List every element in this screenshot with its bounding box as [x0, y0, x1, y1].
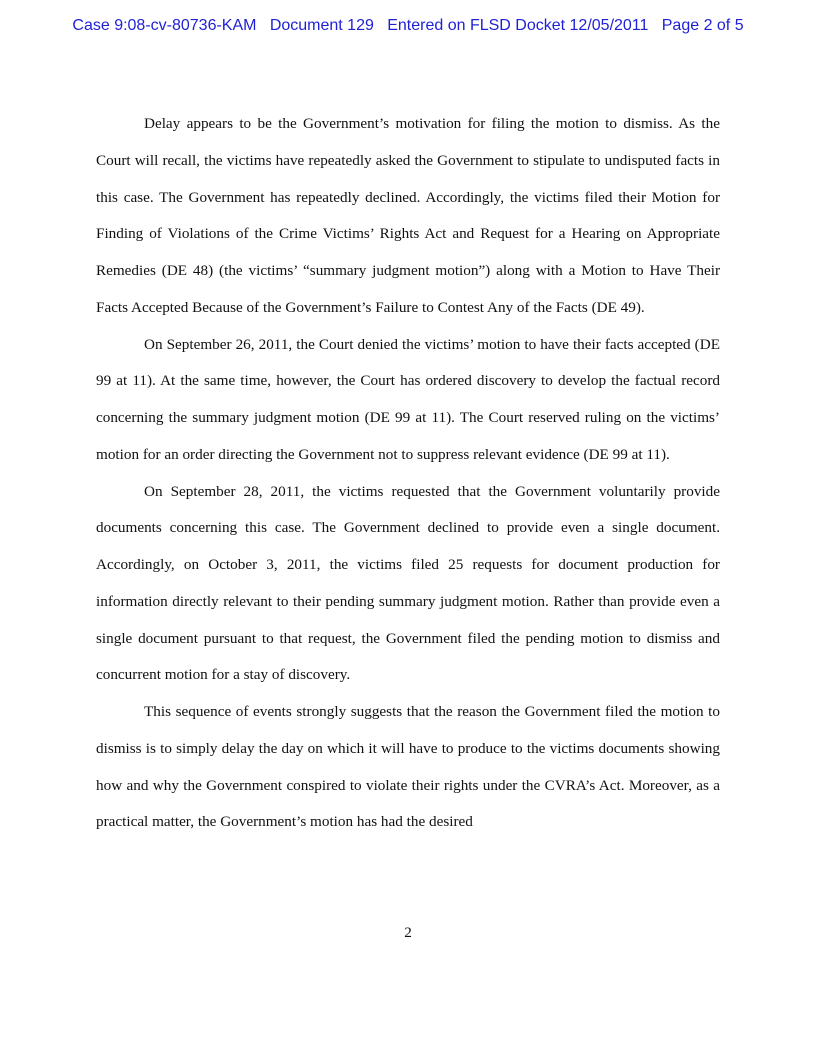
paragraph: Delay appears to be the Government’s motivation for filing the motion to dismiss. As the Court will recall, the victims have repeatedly asked the Government to stipulate to undisputed facts in this case. The Government has repeatedly declined. Accordingly, the victims filed their Motion for Finding of Violations of the Crime Victims’ Rights Act and Request for a Hearing on Appropriate Remedies (DE 48) (the victims’ “summary judgment motion”) along with a Motion to Have Their Facts Accepted Because of the Government’s Failure to Contest Any of the Facts (DE 49).	[96, 115, 720, 316]
paragraph: This sequence of events strongly suggests that the reason the Government filed the motion to dismiss is to simply delay the day on which it will have to produce to the victims documents showing how and why the Government conspired to violate their rights under the CVRA’s Act. Moreover, as a practical matter, the Government’s motion has had the desired	[96, 703, 720, 831]
docket-header: Case 9:08-cv-80736-KAM Document 129 Entered on FLSD Docket 12/05/2011 Page 2 of 5	[72, 17, 744, 34]
paragraph: On September 28, 2011, the victims requested that the Government voluntarily provide documents concerning this case. The Government declined to provide even a single document. Accordingly, on October 3, 2011, the victims filed 25 requests for document production for information directly relevant to their pending summary judgment motion. Rather than provide even a single document pursuant to that request, the Government filed the pending motion to dismiss and concurrent motion for a stay of discovery.	[96, 482, 720, 684]
document-body	[96, 106, 720, 841]
page-number: 2	[404, 924, 412, 941]
paragraph: On September 26, 2011, the Court denied the victims’ motion to have their facts accepted (DE 99 at 11). At the same time, however, the Court has ordered discovery to develop the factual record concerning the summary judgment motion (DE 99 at 11). The Court reserved ruling on the victims’ motion for an order directing the Government not to suppress relevant evidence (DE 99 at 11).	[96, 335, 720, 463]
